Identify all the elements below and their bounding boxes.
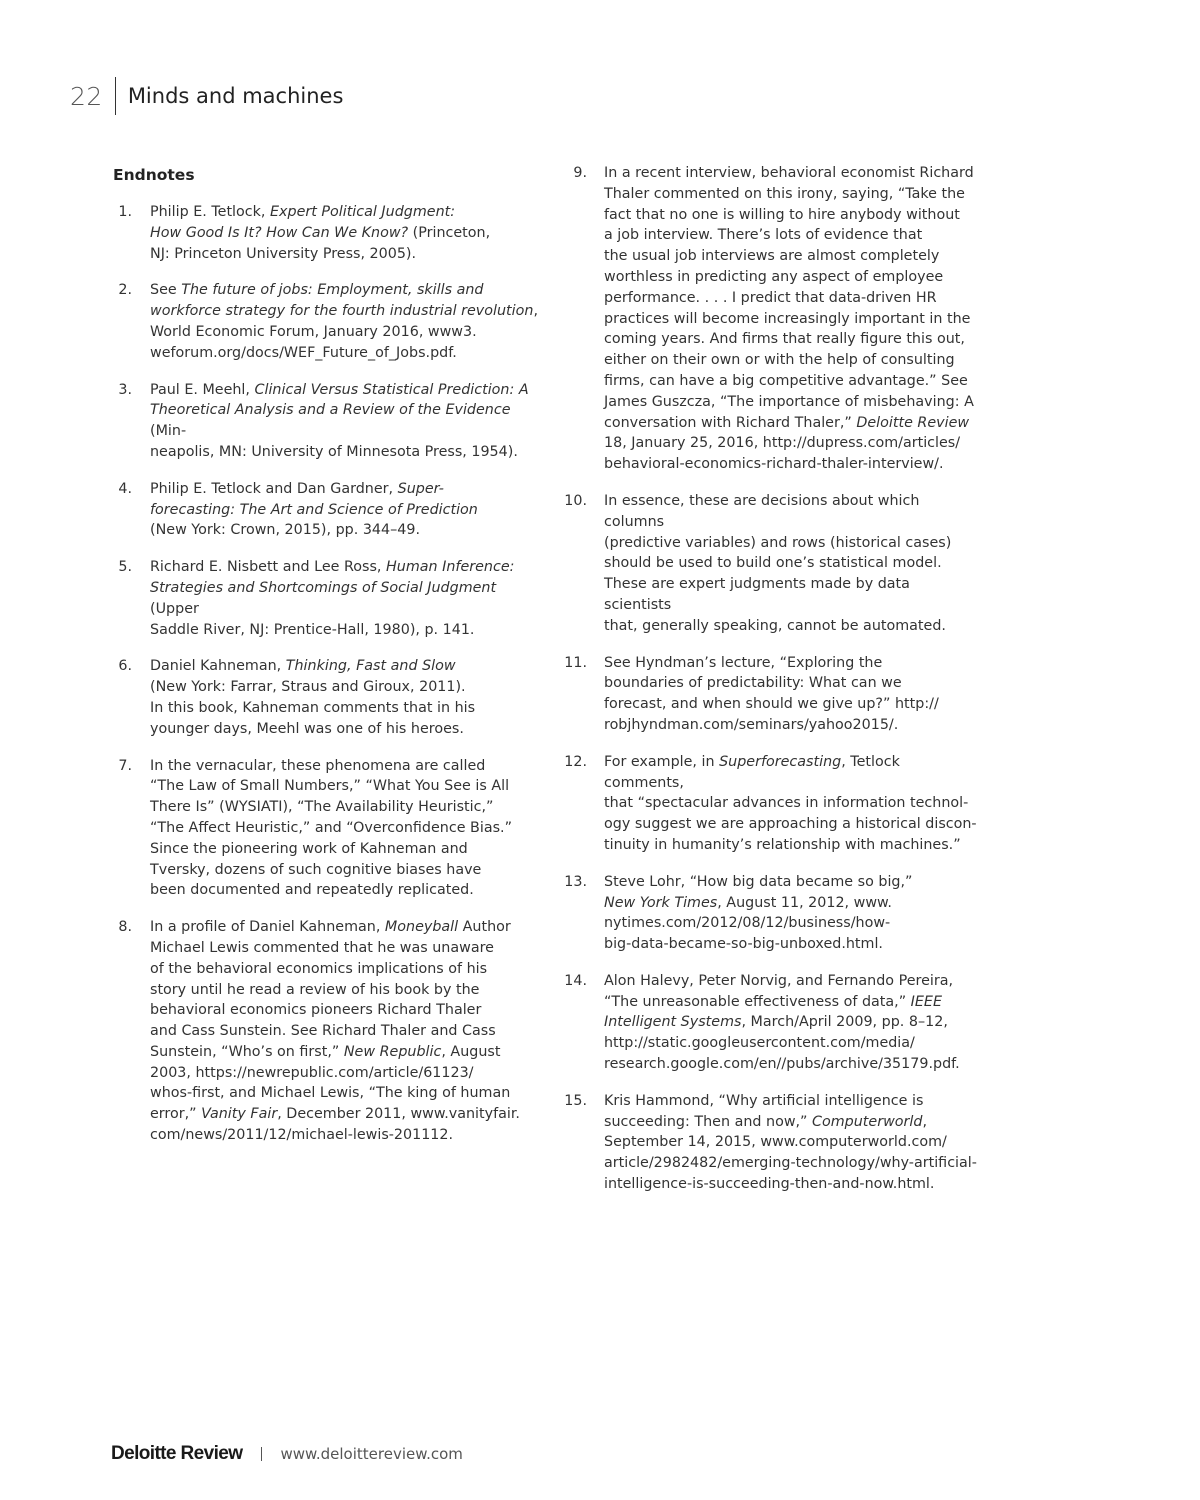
page-footer xyxy=(111,1442,463,1466)
endnote-italic-title: Expert Political Judgment: How Good Is It? How Can We Know? xyxy=(150,204,456,241)
brand-logo: Deloitte Review xyxy=(111,1443,243,1464)
endnote-number: 1. xyxy=(118,204,132,220)
endnote-item xyxy=(560,971,980,1075)
endnote-item xyxy=(113,280,543,363)
endnote-text xyxy=(604,752,980,856)
endnote-number: 12. xyxy=(564,753,587,770)
endnote-text-run: Philip E. Tetlock, xyxy=(150,204,270,220)
endnote-number: 5. xyxy=(118,559,132,576)
endnote-italic-title: IEEE Intelligent Systems xyxy=(604,993,942,1031)
endnote-italic-title: Deloitte Review xyxy=(856,414,970,431)
endnote-number: 9. xyxy=(573,165,587,181)
endnote-italic-title: Thinking, Fast and Slow xyxy=(285,658,456,675)
endnote-text-run: Author Michael Lewis commented that he was unaware of the behavioral economics implications of his story until he read a review of his book by the behavioral economics pioneers Richard Thaler and Cass Sunstein. See Richard Thaler and Cass Sunstein, “Who’s on first,” xyxy=(150,919,511,1060)
endnote-text xyxy=(604,872,980,955)
endnote-text xyxy=(150,756,543,902)
endnote-item xyxy=(560,653,980,736)
endnote-text-run: In essence, these are decisions about which columns (predictive variables) and rows (historical cases) should be used to build one’s statistical model. These are expert judgments made by data scientists that, generally speaking, cannot be automated. xyxy=(604,492,952,634)
endnote-text-run: , September 14, 2015, www.computerworld.com/ article/2982482/emerging-technology/why-artificial- intelligence-is-succeeding-then-and-now.html. xyxy=(604,1113,977,1193)
endnote-text-run: Steve Lohr, “How big data became so big,” xyxy=(604,873,913,890)
endnote-italic-title: New Republic xyxy=(343,1043,442,1060)
endnote-item xyxy=(560,752,980,856)
endnote-number: 13. xyxy=(564,873,587,890)
endnote-italic-title: Vanity Fair xyxy=(201,1106,278,1123)
endnote-text xyxy=(604,1091,980,1195)
endnote-item xyxy=(113,557,543,640)
endnote-text xyxy=(150,280,543,363)
endnote-text-run: In a recent interview, behavioral economist Richard Thaler commented on this irony, saying, “Take the fact that no one is willing to hire anybody without a job interview. There’s lots of evidence that the usual job interviews are almost completely worthless in predicting any aspect of employee performance. . . . I predict that data-driven HR practices will become increasingly important in the coming years. And firms that really figure this out, either on their own or with the help of consulting firms, can have a big competitive advantage.” See James Guszcza, “The importance of misbehaving: A conversation with Richard Thaler,” xyxy=(604,165,974,431)
endnotes-list-right xyxy=(560,163,980,1195)
endnote-number: 2. xyxy=(118,282,132,299)
endnote-item xyxy=(113,479,543,541)
endnotes-left-column xyxy=(113,163,543,1162)
endnote-text-run: (New York: Farrar, Straus and Giroux, 2011). In this book, Kahneman comments that in his younger days, Meehl was one of his heroes. xyxy=(150,679,476,737)
endnote-italic-title: Superforecasting xyxy=(719,753,842,770)
endnote-text-run: Alon Halevy, Peter Norvig, and Fernando Pereira, “The unreasonable effectiveness of data,” xyxy=(604,972,954,1010)
endnote-item xyxy=(113,202,543,264)
endnote-italic-title: Super- forecasting: The Art and Science of Prediction xyxy=(150,480,478,518)
endnote-text xyxy=(604,163,980,475)
endnote-number: 3. xyxy=(118,381,132,398)
endnote-text xyxy=(604,653,980,736)
endnote-text-run: , March/April 2009, pp. 8–12, http://static.googleusercontent.com/media/ research.google.com/en//pubs/archive/35179.pdf. xyxy=(604,1014,960,1073)
endnote-number: 6. xyxy=(118,658,132,675)
endnote-text xyxy=(150,479,543,541)
endnote-text-run: , Tetlock comments, that “spectacular advances in information technol- ogy suggest we are approaching a historical discon- tinuity in humanity’s relationship with machines.” xyxy=(604,753,977,853)
section-title: Minds and machines xyxy=(127,83,344,108)
endnote-number: 10. xyxy=(564,492,587,509)
endnote-text-run: For example, in xyxy=(604,753,720,770)
endnote-text xyxy=(150,656,543,739)
endnote-number: 8. xyxy=(118,919,132,936)
endnote-text-run: In the vernacular, these phenomena are called “The Law of Small Numbers,” “What You See is All There Is” (WYSIATI), “The Availability Heuristic,” “The Affect Heuristic,” and “Overconfidence Bias.” Since the pioneering work of Kahneman and Tversky, dozens of such cognitive biases have been documented and repeatedly replicated. xyxy=(150,757,512,899)
footer-divider xyxy=(261,1447,262,1461)
endnote-text-run: Kris Hammond, “Why artificial intelligence is succeeding: Then and now,” xyxy=(604,1092,924,1130)
page-header xyxy=(70,76,343,116)
page-number: 22 xyxy=(70,81,103,111)
endnote-item xyxy=(113,756,543,902)
endnote-italic-title: New York Times xyxy=(604,894,718,911)
endnote-text-run: (Princeton, NJ: Princeton University Press, 2005). xyxy=(150,224,491,262)
endnote-text-run: See xyxy=(150,282,182,299)
endnote-item xyxy=(560,1091,980,1195)
endnote-text-run: 18, January 25, 2016, http://dupress.com/articles/ behavioral-economics-richard-thaler-interview/. xyxy=(604,435,961,473)
endnote-item xyxy=(113,380,543,463)
endnote-text-run: Richard E. Nisbett and Lee Ross, xyxy=(150,559,387,576)
endnote-italic-title: Moneyball xyxy=(384,919,459,936)
endnote-text-run: In a profile of Daniel Kahneman, xyxy=(150,919,385,936)
endnote-text-run: Daniel Kahneman, xyxy=(150,658,286,675)
endnote-text-run: Philip E. Tetlock and Dan Gardner, xyxy=(150,480,398,497)
endnote-item xyxy=(560,163,980,475)
endnote-italic-title: Human Inference: Strategies and Shortcomings of Social Judgment xyxy=(150,559,515,596)
endnote-text-run: (New York: Crown, 2015), pp. 344–49. xyxy=(150,522,421,539)
endnote-text xyxy=(604,491,980,637)
endnote-italic-title: Computerworld xyxy=(812,1113,923,1130)
endnotes-right-column xyxy=(560,163,980,1211)
endnote-number: 7. xyxy=(118,757,132,774)
endnote-text xyxy=(150,202,543,264)
endnote-number: 4. xyxy=(118,480,132,497)
endnote-text-run: Paul E. Meehl, xyxy=(150,381,255,398)
endnote-text-run: , August 11, 2012, www. nytimes.com/2012/08/12/business/how- big-data-became-so-big-unboxed.html. xyxy=(604,894,892,953)
footer-url-link[interactable]: www.deloittereview.com xyxy=(280,1445,463,1463)
endnote-text xyxy=(604,971,980,1075)
endnote-italic-title: Clinical Versus Statistical Prediction: A Theoretical Analysis and a Review of the Evidence xyxy=(150,381,529,419)
endnote-text-run: See Hyndman’s lecture, “Exploring the boundaries of predictability: What can we forecast, and when should we give up?” http:// robjhyndman.com/seminars/yahoo2015/. xyxy=(604,654,939,733)
endnote-text-run: , World Economic Forum, January 2016, www3. weforum.org/docs/WEF_Future_of_Jobs.pdf. xyxy=(150,303,538,361)
endnote-item xyxy=(560,872,980,955)
endnote-italic-title: The future of jobs: Employment, skills and workforce strategy for the fourth industrial revolution xyxy=(150,282,534,320)
endnote-text xyxy=(150,380,543,463)
endnote-text xyxy=(150,917,543,1146)
endnote-number: 15. xyxy=(564,1092,587,1109)
endnote-text-run: , August 2003, https://newrepublic.com/article/61123/ whos-first, and Michael Lewis, “The king of human error,” xyxy=(150,1043,511,1123)
endnote-text xyxy=(150,557,543,640)
endnote-item xyxy=(113,656,543,739)
endnote-number: 11. xyxy=(564,654,587,671)
endnote-item xyxy=(113,917,543,1146)
endnote-text-run: , December 2011, www.vanityfair. com/news/2011/12/michael-lewis-201112. xyxy=(150,1106,520,1144)
endnote-number: 14. xyxy=(564,972,587,989)
endnote-item xyxy=(560,491,980,637)
endnote-text-run: (Upper Saddle River, NJ: Prentice-Hall, 1980), p. 141. xyxy=(150,600,475,638)
endnotes-list-left xyxy=(113,202,543,1146)
endnote-text-run: (Min- neapolis, MN: University of Minnesota Press, 1954). xyxy=(150,423,518,460)
endnotes-heading: Endnotes xyxy=(113,166,195,184)
